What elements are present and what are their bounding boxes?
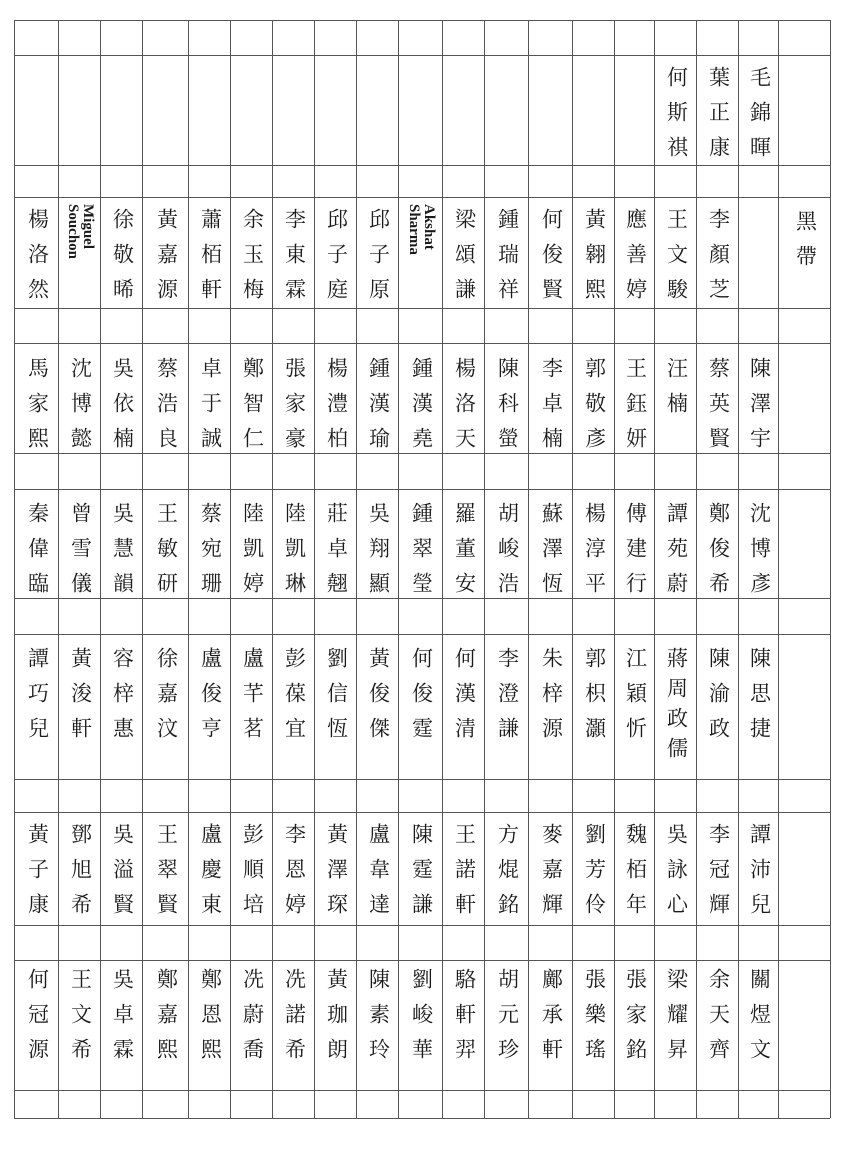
- top-name-cell: [655, 66, 697, 171]
- top-name-cell-text: 何斯祺: [664, 66, 689, 171]
- name-cell-text: 盧慶東: [198, 823, 223, 928]
- name-cell: [315, 823, 357, 928]
- name-cell: [399, 823, 443, 928]
- name-cell-text: 魏栢年: [623, 823, 648, 928]
- name-cell: [615, 968, 655, 1073]
- name-cell: [485, 647, 529, 752]
- name-cell-text: 胡峻浩: [495, 502, 520, 607]
- name-cell: [443, 502, 485, 607]
- name-cell: [399, 502, 443, 607]
- name-cell: [357, 968, 399, 1073]
- name-cell-text: 張家銘: [623, 968, 648, 1073]
- name-cell: [357, 208, 399, 313]
- name-cell: [573, 502, 615, 607]
- name-cell: [485, 823, 529, 928]
- name-cell: [231, 502, 273, 607]
- name-cell-text: 李東霖: [282, 208, 307, 313]
- name-cell: [101, 823, 143, 928]
- name-cell: [615, 823, 655, 928]
- name-cell-text: 曾雪儀: [68, 502, 93, 607]
- name-cell: [273, 823, 315, 928]
- name-cell: [739, 357, 779, 462]
- name-cell-text: Miguel Souchon: [65, 204, 96, 260]
- name-cell-text: 鄭智仁: [240, 357, 265, 462]
- name-cell: [15, 208, 59, 313]
- name-cell: [529, 357, 573, 462]
- name-cell: [573, 357, 615, 462]
- name-cell: [573, 647, 615, 752]
- name-cell-text: 蔡浩良: [154, 357, 179, 462]
- name-cell: [739, 968, 779, 1073]
- name-cell: [399, 357, 443, 462]
- name-cell-text: 王鈺妍: [623, 357, 648, 462]
- name-cell: [443, 208, 485, 313]
- name-cell: [615, 208, 655, 313]
- name-cell: [573, 208, 615, 313]
- grid-hline: [14, 489, 830, 490]
- name-cell-text: 楊洛然: [25, 208, 50, 313]
- name-cell: [315, 647, 357, 752]
- name-cell: [697, 208, 739, 313]
- name-cell-text: 吳溢賢: [110, 823, 135, 928]
- name-cell: [357, 502, 399, 607]
- name-cell: [399, 204, 443, 296]
- name-cell: [143, 357, 189, 462]
- name-cell-text: 盧俊亨: [198, 647, 223, 752]
- name-cell: [357, 647, 399, 752]
- name-cell: [15, 968, 59, 1073]
- name-cell: [59, 204, 101, 296]
- name-cell-text: 何漢清: [452, 647, 477, 752]
- name-cell: [697, 502, 739, 607]
- name-cell: [315, 357, 357, 462]
- name-cell: [697, 647, 739, 752]
- name-cell-text: 邱子原: [366, 208, 391, 313]
- name-cell-text: 王諾軒: [452, 823, 477, 928]
- name-cell: [485, 968, 529, 1073]
- name-cell: [529, 968, 573, 1073]
- name-cell-text: 楊淳平: [582, 502, 607, 607]
- name-cell-text: 鍾翠瑩: [409, 502, 434, 607]
- name-cell-text: 吳慧韻: [110, 502, 135, 607]
- name-cell: [231, 823, 273, 928]
- name-cell-text: 譚巧兒: [25, 647, 50, 752]
- section-heading-text: 黑帶: [793, 210, 818, 280]
- name-cell: [443, 823, 485, 928]
- name-cell: [697, 968, 739, 1073]
- name-cell-text: 吳詠心: [664, 823, 689, 928]
- name-cell-text: Akshat Sharma: [406, 204, 437, 255]
- name-cell-text: 梁頌謙: [452, 208, 477, 313]
- grid-hline: [14, 812, 830, 813]
- name-cell-text: 鄧旭希: [68, 823, 93, 928]
- name-cell-text: 蘇澤恆: [539, 502, 564, 607]
- name-cell-text: 冼諾希: [282, 968, 307, 1073]
- name-cell-text: 王文駿: [664, 208, 689, 313]
- name-cell: [101, 647, 143, 752]
- name-cell: [15, 647, 59, 752]
- name-cell: [655, 968, 697, 1073]
- name-cell-text: 陸凱琳: [282, 502, 307, 607]
- name-cell: [231, 968, 273, 1073]
- name-cell-text: 駱軒羿: [452, 968, 477, 1073]
- name-cell: [655, 357, 697, 427]
- name-cell-text: 李卓楠: [539, 357, 564, 462]
- name-cell: [273, 647, 315, 752]
- name-cell-text: 吳卓霖: [110, 968, 135, 1073]
- name-cell-text: 黃浚軒: [68, 647, 93, 752]
- name-cell-text: 陳素玲: [366, 968, 391, 1073]
- name-cell: [739, 823, 779, 928]
- name-cell: [655, 208, 697, 313]
- name-cell-text: 楊澧柏: [324, 357, 349, 462]
- name-cell-text: 汪楠: [664, 357, 689, 427]
- name-cell: [59, 357, 101, 462]
- name-cell: [655, 823, 697, 928]
- name-cell-text: 梁耀昇: [664, 968, 689, 1073]
- name-cell-text: 吳翔顯: [366, 502, 391, 607]
- name-cell-text: 黃俊傑: [366, 647, 391, 752]
- name-cell-text: 蕭栢軒: [198, 208, 223, 313]
- name-cell-text: 盧芊茗: [240, 647, 265, 752]
- name-cell-text: 吳依楠: [110, 357, 135, 462]
- name-cell-text: 譚苑蔚: [664, 502, 689, 607]
- name-cell: [59, 968, 101, 1073]
- name-cell-text: 方焜銘: [495, 823, 520, 928]
- name-cell: [399, 968, 443, 1073]
- name-cell-text: 黃珈朗: [324, 968, 349, 1073]
- name-cell-text: 麥嘉輝: [539, 823, 564, 928]
- name-cell-text: 江穎忻: [623, 647, 648, 752]
- name-cell-text: 關煜文: [747, 968, 772, 1073]
- name-cell: [273, 968, 315, 1073]
- name-cell-text: 蔡英賢: [706, 357, 731, 462]
- name-cell-text: 楊洛天: [452, 357, 477, 462]
- name-cell: [59, 502, 101, 607]
- name-cell: [143, 647, 189, 752]
- grid-hline: [14, 197, 830, 198]
- name-cell: [189, 968, 231, 1073]
- name-cell: [443, 357, 485, 462]
- name-cell-text: 陸凱婷: [240, 502, 265, 607]
- name-cell: [189, 208, 231, 313]
- name-cell: [697, 823, 739, 928]
- name-cell-text: 黃子康: [25, 823, 50, 928]
- name-cell-text: 陳科螢: [495, 357, 520, 462]
- name-cell-text: 李冠輝: [706, 823, 731, 928]
- name-cell: [697, 357, 739, 462]
- name-cell-text: 劉信恆: [324, 647, 349, 752]
- name-cell-text: 鍾瑞祥: [495, 208, 520, 313]
- name-cell-text: 蔡宛珊: [198, 502, 223, 607]
- name-cell-text: 陳霆謙: [409, 823, 434, 928]
- name-cell-text: 郭枳灝: [582, 647, 607, 752]
- grid-hline: [14, 634, 830, 635]
- name-cell-text: 傅建行: [623, 502, 648, 607]
- name-cell-text: 何俊賢: [539, 208, 564, 313]
- name-cell: [529, 823, 573, 928]
- name-cell-text: 黃翱熙: [582, 208, 607, 313]
- name-cell: [231, 647, 273, 752]
- grid-hline: [14, 55, 830, 56]
- name-cell: [273, 502, 315, 607]
- name-cell-text: 冼蔚喬: [240, 968, 265, 1073]
- name-cell: [273, 208, 315, 313]
- name-cell-text: 朱梓源: [539, 647, 564, 752]
- name-cell: [189, 502, 231, 607]
- name-cell-text: 鄭俊希: [706, 502, 731, 607]
- name-cell: [443, 968, 485, 1073]
- top-name-cell: [739, 66, 779, 171]
- name-cell-text: 彭順培: [240, 823, 265, 928]
- name-cell: [189, 647, 231, 752]
- name-cell: [189, 357, 231, 462]
- name-cell-text: 何冠源: [25, 968, 50, 1073]
- name-cell-text: 徐嘉汶: [154, 647, 179, 752]
- name-cell-text: 鄺承軒: [539, 968, 564, 1073]
- name-cell: [399, 647, 443, 752]
- name-cell-text: 黃嘉源: [154, 208, 179, 313]
- name-cell: [101, 968, 143, 1073]
- name-cell: [315, 968, 357, 1073]
- name-cell-text: 李顏芝: [706, 208, 731, 313]
- name-cell: [357, 357, 399, 462]
- name-cell-text: 胡元珍: [495, 968, 520, 1073]
- name-cell-text: 羅董安: [452, 502, 477, 607]
- name-cell-text: 郭敬彥: [582, 357, 607, 462]
- name-cell: [143, 823, 189, 928]
- name-cell-text: 應善婷: [623, 208, 648, 313]
- name-cell-text: 黃澤琛: [324, 823, 349, 928]
- name-cell: [59, 647, 101, 752]
- name-cell: [189, 823, 231, 928]
- name-cell-text: 鍾漢瑜: [366, 357, 391, 462]
- name-cell: [443, 647, 485, 752]
- name-cell-text: 陳渝政: [706, 647, 731, 752]
- name-cell: [357, 823, 399, 928]
- name-cell: [615, 647, 655, 752]
- name-cell: [529, 502, 573, 607]
- name-cell-text: 鄭恩熙: [198, 968, 223, 1073]
- top-name-cell-text: 毛錦暉: [747, 66, 772, 171]
- name-cell-text: 馬家熙: [25, 357, 50, 462]
- name-cell: [529, 647, 573, 752]
- name-cell: [231, 357, 273, 462]
- name-cell-text: 卓于誠: [198, 357, 223, 462]
- name-cell: [315, 502, 357, 607]
- name-cell-text: 鄭嘉熙: [154, 968, 179, 1073]
- name-cell: [615, 357, 655, 462]
- name-cell-text: 余天齊: [706, 968, 731, 1073]
- name-cell-text: 莊卓翹: [324, 502, 349, 607]
- name-cell: [739, 647, 779, 752]
- name-cell-text: 王敏研: [154, 502, 179, 607]
- name-cell: [101, 357, 143, 462]
- name-cell: [101, 502, 143, 607]
- name-cell: [573, 823, 615, 928]
- name-cell-text: 張家豪: [282, 357, 307, 462]
- name-cell: [15, 357, 59, 462]
- name-cell-text: 譚沛兒: [747, 823, 772, 928]
- name-cell-text: 劉芳伶: [582, 823, 607, 928]
- name-cell: [231, 208, 273, 313]
- grid-vline: [830, 20, 831, 1118]
- top-name-cell-text: 葉正康: [706, 66, 731, 171]
- name-cell: [273, 357, 315, 462]
- name-cell-text: 李恩婷: [282, 823, 307, 928]
- name-cell: [485, 502, 529, 607]
- grid-hline: [14, 20, 830, 21]
- name-cell-text: 蔣周政儒: [664, 647, 689, 767]
- name-cell: [573, 968, 615, 1073]
- grid-hline: [14, 1118, 830, 1119]
- name-cell-text: 鍾漢堯: [409, 357, 434, 462]
- name-cell: [485, 357, 529, 462]
- name-cell-text: 陳思捷: [747, 647, 772, 752]
- name-cell: [655, 502, 697, 607]
- name-cell: [143, 968, 189, 1073]
- name-cell-text: 邱子庭: [324, 208, 349, 313]
- name-cell-text: 劉峻華: [409, 968, 434, 1073]
- name-cell: [315, 208, 357, 313]
- section-heading: [779, 210, 831, 280]
- name-cell-text: 余玉梅: [240, 208, 265, 313]
- name-cell-text: 陳澤宇: [747, 357, 772, 462]
- name-cell-text: 王翠賢: [154, 823, 179, 928]
- name-cell-text: 盧韋達: [366, 823, 391, 928]
- name-cell-text: 容梓惠: [110, 647, 135, 752]
- name-cell: [739, 502, 779, 607]
- grid-hline: [14, 779, 830, 780]
- top-name-cell: [697, 66, 739, 171]
- name-cell: [143, 502, 189, 607]
- name-cell-text: 彭葆宜: [282, 647, 307, 752]
- name-cell: [15, 502, 59, 607]
- name-cell: [529, 208, 573, 313]
- name-cell: [101, 208, 143, 313]
- name-cell: [59, 823, 101, 928]
- name-cell-text: 李澄謙: [495, 647, 520, 752]
- name-cell-text: 沈博懿: [68, 357, 93, 462]
- name-cell-text: 何俊霆: [409, 647, 434, 752]
- name-cell: [485, 208, 529, 313]
- name-cell-text: 王文希: [68, 968, 93, 1073]
- name-cell: [143, 208, 189, 313]
- grid-hline: [14, 960, 830, 961]
- name-cell: [615, 502, 655, 607]
- name-cell-text: 沈博彥: [747, 502, 772, 607]
- name-cell-text: 張樂瑤: [582, 968, 607, 1073]
- name-cell-text: 徐敬晞: [110, 208, 135, 313]
- grid-hline: [14, 1090, 830, 1091]
- grid-hline: [14, 343, 830, 344]
- name-cell: [655, 647, 697, 767]
- name-cell-text: 秦偉臨: [25, 502, 50, 607]
- name-cell: [15, 823, 59, 928]
